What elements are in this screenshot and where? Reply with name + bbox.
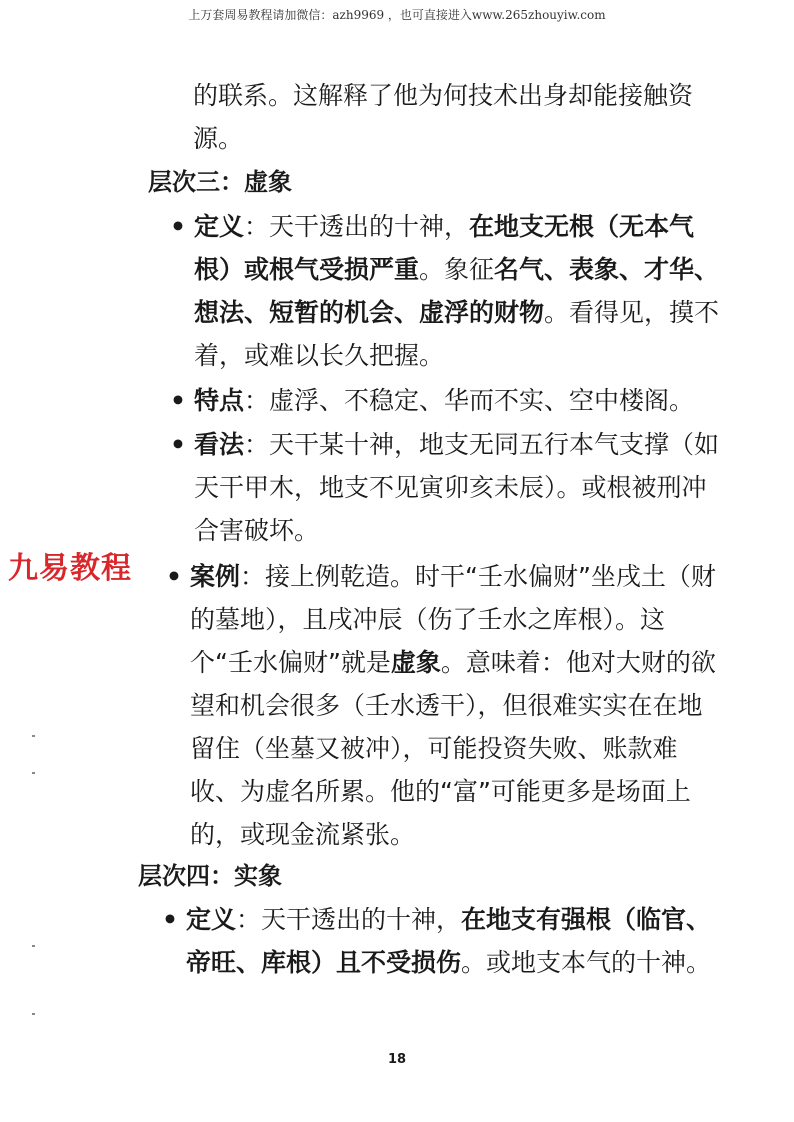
watermark-logo: 九易教程 [8, 551, 132, 586]
definition-text: 定义：天干透出的十神，在地支无根（无本气根）或根气受损严重。象征名气、表象、才华、想法、短暂的机会、虚浮的财物。看得见，摸不着，或难以长久把握。 [194, 212, 720, 370]
bullet-dot: • [170, 386, 186, 415]
traits-text: 特点：虚浮、不稳定、华而不实、空中楼阁。 [194, 386, 695, 415]
continuation-paragraph: 的联系。这解释了他为何技术出身却能接触资源。 [193, 81, 694, 153]
definition-text: 定义：天干透出的十神，在地支有强根（临官、帝旺、库根）且不受损伤。或地支本气的十神。 [186, 905, 712, 977]
traits-label: 特点 [194, 386, 245, 415]
bullet-method-3 [170, 423, 720, 552]
heading-level-4: 层次四：实象 [138, 862, 282, 890]
heading-level-3: 层次三：虚象 [148, 168, 292, 196]
definition-label: 定义 [194, 212, 245, 241]
page-number: 18 [387, 1052, 407, 1067]
bullet-dot: • [170, 430, 186, 459]
scan-mark [32, 735, 35, 737]
method-label: 看法 [194, 430, 245, 459]
scan-mark [32, 1013, 35, 1015]
bullet-dot: • [170, 212, 186, 241]
definition-label: 定义 [186, 905, 237, 934]
bullet-dot: • [166, 562, 182, 591]
bullet-definition-4 [162, 898, 718, 984]
bullet-traits-3 [170, 379, 720, 422]
example-text: 案例：接上例乾造。时干“壬水偏财”坐戌土（财的墓地），且戌冲辰（伤了壬水之库根）。这个“壬水偏财”就是虚象。意味着：他对大财的欲望和机会很多（壬水透干），但很难实实在在地留住（坐墓又被冲），可能投资失败、账款难收、为虚名所累。他的“富”可能更多是场面上的，或现金流紧张。 [190, 562, 716, 849]
method-text: 看法：天干某十神，地支无同五行本气支撑（如天干甲木，地支不见寅卯亥未辰）。或根被刑冲合害破坏。 [194, 430, 720, 545]
page-header: 上万套周易教程请加微信：azh9969 ，也可直接进入www.265zhouyiw.com [188, 8, 606, 22]
example-label: 案例 [190, 562, 241, 591]
bullet-dot: • [162, 905, 178, 934]
scan-mark [32, 772, 35, 774]
bullet-example-3 [166, 555, 718, 856]
scan-mark [32, 945, 35, 947]
bullet-definition-3 [170, 205, 720, 377]
